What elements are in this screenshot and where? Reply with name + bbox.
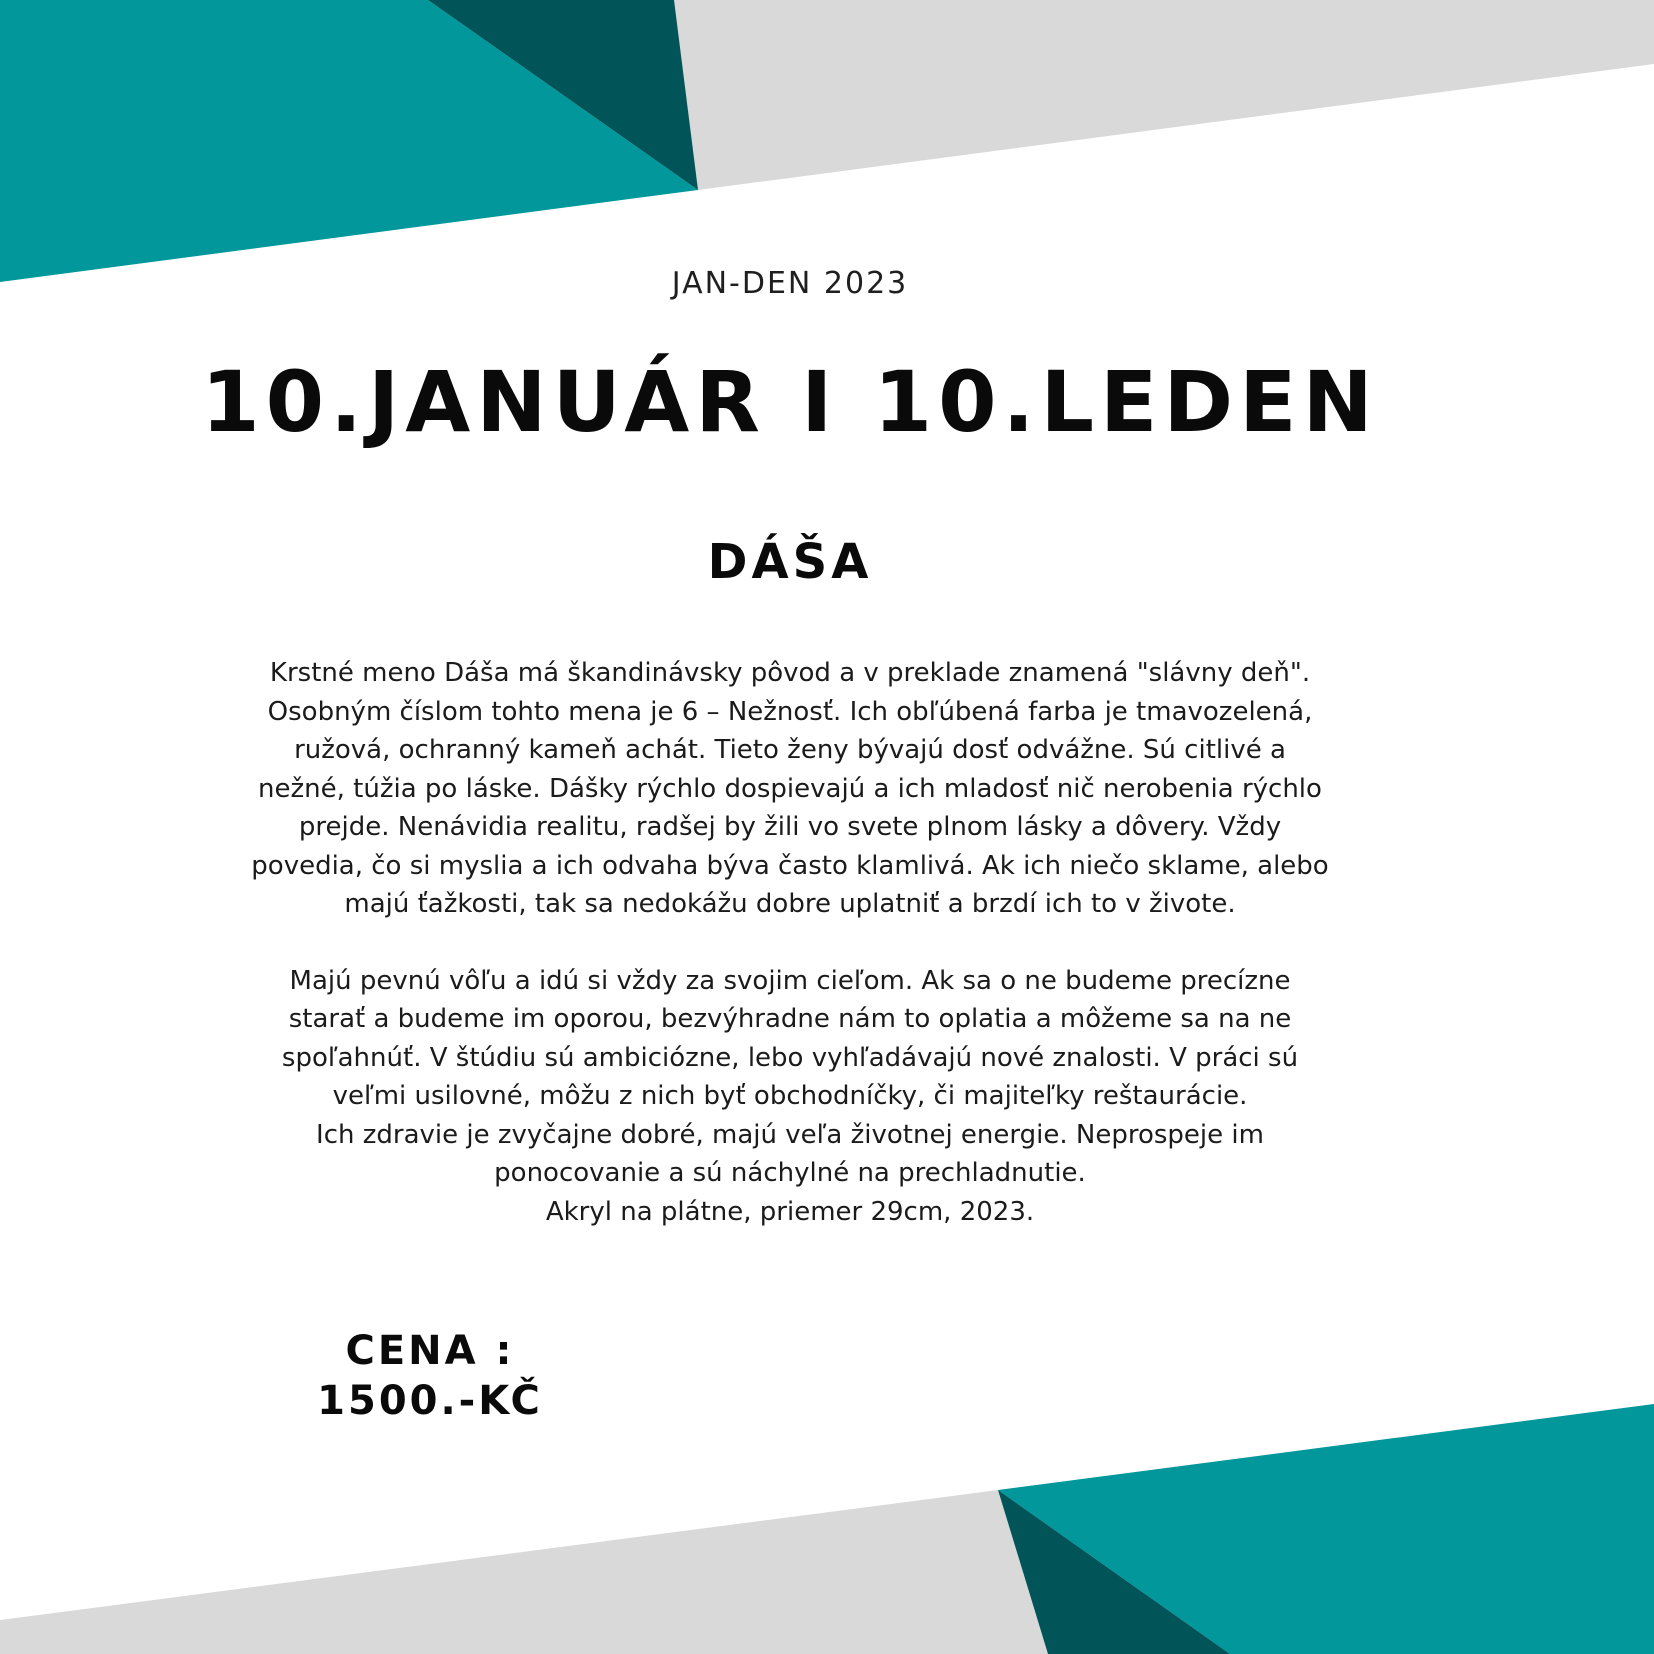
description-line: veľmi usilovné, môžu z nich byť obchodníčky, či majiteľky reštaurácie.	[332, 1081, 1248, 1111]
description-line: povedia, čo si myslia a ich odvaha býva často klamlivá. Ak ich niečo sklame, alebo	[251, 850, 1329, 881]
name-heading: DÁŠA	[707, 534, 873, 590]
description-line: majú ťažkosti, tak sa nedokážu dobre uplatniť a brzdí ich to v živote.	[344, 889, 1236, 919]
description-line: prejde. Nenávidia realitu, radšej by žili vo svete plnom lásky a dôvery. Vždy	[298, 812, 1282, 842]
description-line: Akryl na plátne, priemer 29cm, 2023.	[545, 1196, 1035, 1227]
price-value: 1500.-KČ	[317, 1378, 543, 1424]
bottom-gray-band	[0, 1490, 1048, 1654]
description-line: nežné, túžia po láske. Dášky rýchlo dospievajú a ich mladosť nič nerobenia rýchlo	[258, 773, 1322, 804]
description-line: starať a budeme im oporou, bezvýhradne nám to oplatia a môžeme sa na ne	[288, 1004, 1292, 1034]
description-line: Majú pevnú vôľu a idú si vždy za svojim cieľom. Ak sa o ne budeme precízne	[289, 965, 1291, 996]
price-block	[280, 1326, 580, 1426]
description-line: Ich zdravie je zvyčajne dobré, majú veľa životnej energie. Neprospeje im	[316, 1119, 1264, 1150]
description-text	[200, 654, 1380, 1231]
top-gray-band	[640, 0, 1654, 190]
description-line: spoľahnúť. V štúdiu sú ambiciózne, lebo vyhľadávajú nové znalosti. V práci sú	[281, 1042, 1299, 1073]
description-line: ponocovanie a sú náchylné na prechladnutie.	[494, 1158, 1086, 1188]
paragraph-spacer	[200, 924, 1380, 962]
event-subtitle: JAN-DEN 2023	[671, 266, 909, 301]
description-line: Krstné meno Dáša má škandinávsky pôvod a v preklade znamená "slávny deň".	[269, 658, 1311, 688]
description-line: Osobným číslom tohto mena je 6 – Nežnosť. Ich obľúbená farba je tmavozelená,	[267, 696, 1313, 727]
price-label: CENA :	[345, 1328, 515, 1374]
description-line: ružová, ochranný kameň achát. Tieto ženy bývajú dosť odvážne. Sú citlivé a	[294, 735, 1286, 765]
page-title: 10.JANUÁR I 10.LEDEN	[201, 353, 1379, 451]
